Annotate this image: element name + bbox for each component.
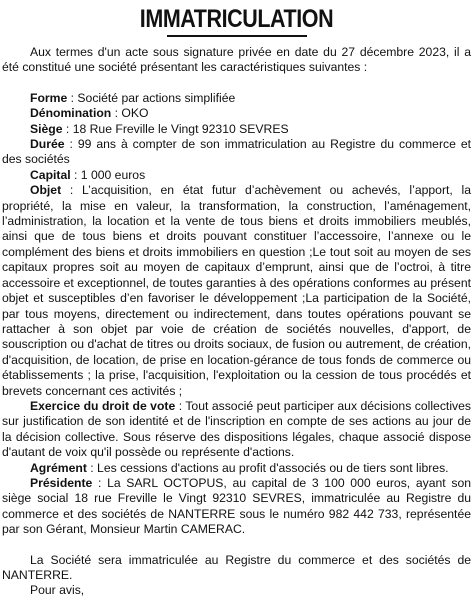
spacer xyxy=(2,76,471,91)
field-objet xyxy=(2,183,471,399)
field-value: : OKO xyxy=(111,106,149,121)
field-value: : Société par actions simplifiée xyxy=(67,90,236,105)
field-value: : L’acquisition, en état futur d’achèvement ou achevés, l’apport, la propriété, la mise en valeur, la transformation, la construction, l’aménagement, l’administration, la location et la vente de tous biens et droits immobiliers meublés, ainsi que de tous biens et droits pouvant constituer l’accessoire, l’annexe ou le complément des biens et droits immobiliers en question ;Le tout soit au moyen de ses capitaux propres soit au moyen de capitaux d’emprunt, ainsi que de l’octroi, à titre accessoire et exceptionnel, de toutes garanties à des opérations conformes au présent objet et susceptibles d’en favoriser le développement ;La participation de la Société, par tous moyens, directement ou indirectement, dans toutes opérations pouvant se rattacher à son objet par voie de création de sociétés nouvelles, d'apport, de souscription ou d'achat de titres ou droits sociaux, de fusion ou autrement, de création, d'acquisition, de location, de prise en location-gérance de tous fonds de commerce ou établissements ; la prise, l'acquisition, l'exploitation ou la cession de tous procédés et brevets concernant ces activités ; xyxy=(2,183,471,398)
field-forme xyxy=(2,91,471,106)
field-label: Capital xyxy=(30,167,71,182)
field-denomination xyxy=(2,106,471,121)
field-value: : Les cessions d'actions au profit d'associés ou de tiers sont libres. xyxy=(86,460,449,475)
field-value: : 99 ans à compter de son immatriculation au Registre du commerce et des sociétés xyxy=(2,137,471,167)
field-agrement xyxy=(2,461,471,476)
notice-title: IMMATRICULATION xyxy=(139,5,334,33)
field-value: : 18 Rue Freville le Vingt 92310 SEVRES xyxy=(62,121,289,136)
title-underline xyxy=(167,35,307,37)
field-duree xyxy=(2,137,471,168)
intro-paragraph: Aux termes d'un acte sous signature privée en date du 27 décembre 2023, il a été constitué une société présentant les caractéristiques suivantes : xyxy=(2,45,471,75)
field-label: Exercice du droit de vote xyxy=(30,398,176,413)
field-presidente xyxy=(2,476,471,538)
field-value: : La SARL OCTOPUS, au capital de 3 100 000 euros, ayant son siège social 18 rue Freville le Vingt 92310 SEVRES, immatriculée au Registre du commerce et des sociétés de NANTERRE sous le numéro 982 442 733, représentée par son Gérant, Monsieur Martin CAMERAC. xyxy=(2,475,471,537)
spacer xyxy=(2,538,471,553)
field-value: : Tout associé peut participer aux décisions collectives sur justification de son identité et de l'inscription en compte de ses actions au jour de la décision collective. Sous réserve des dispositions légales, chaque associé dispose d'autant de voix qu'il possède ou représente d'actions. xyxy=(2,398,471,460)
field-label: Siège xyxy=(30,121,63,136)
field-label: Agrément xyxy=(30,460,87,475)
field-capital xyxy=(2,168,471,183)
notice-body xyxy=(2,45,471,599)
field-value: : 1 000 euros xyxy=(70,167,146,182)
signoff: Pour avis, xyxy=(30,583,85,598)
field-siege xyxy=(2,122,471,137)
field-label: Durée xyxy=(30,137,65,152)
field-label: Dénomination xyxy=(30,106,112,121)
field-label: Objet xyxy=(30,183,62,198)
closing-paragraph: La Société sera immatriculée au Registre du commerce et des sociétés de NANTERRE. xyxy=(2,552,471,582)
field-vote xyxy=(2,399,471,461)
field-label: Présidente xyxy=(30,475,93,490)
field-label: Forme xyxy=(30,90,68,105)
